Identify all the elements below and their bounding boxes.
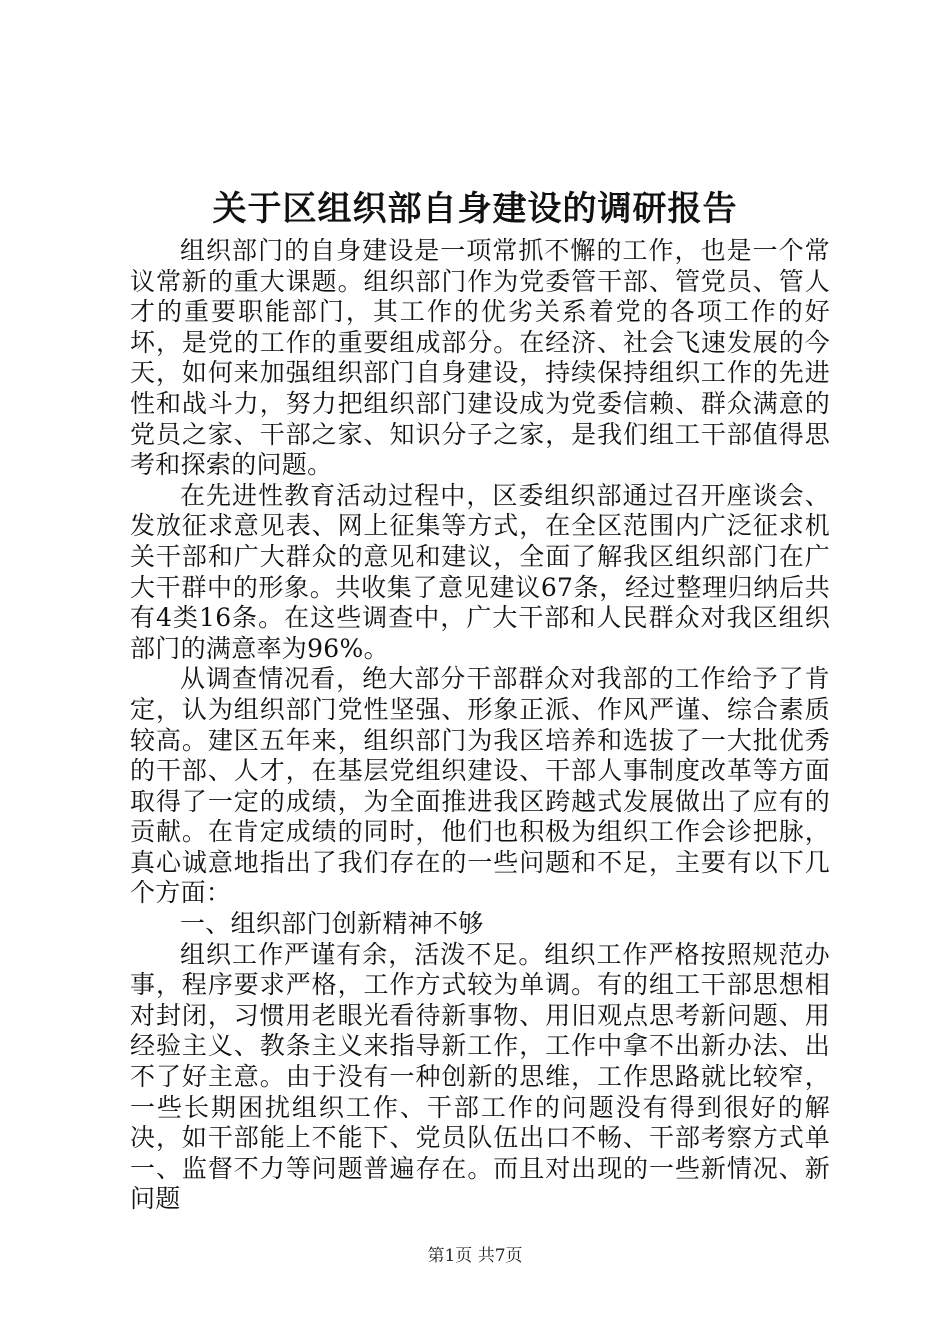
document-title: 关于区组织部自身建设的调研报告 [212,189,738,229]
paragraph-findings: 从调查情况看，绝大部分干部群众对我部的工作给予了肯定，认为组织部门党性坚强、形象正派、作风严谨、综合素质较高。建区五年来，组织部门为我区培养和选拔了一大批优秀的干部、人才，在基层党组织建设、干部人事制度改革等方面取得了一定的成绩，为全面推进我区跨越式发展做出了应有的贡献。在肯定成绩的同时，他们也积极为组织工作会诊把脉，真心诚意地指出了我们存在的一些问题和不足，主要有以下几个方面： [130,664,830,908]
document-body [130,236,830,1215]
paragraph-section-one: 组织工作严谨有余，活泼不足。组织工作严格按照规范办事，程序要求严格，工作方式较为单调。有的组工干部思想相对封闭，习惯用老眼光看待新事物、用旧观点思考新问题、用经验主义、教条主义来指导新工作，工作中拿不出新办法、出不了好主意。由于没有一种创新的思维，工作思路就比较窄，一些长期困扰组织工作、干部工作的问题没有得到很好的解决，如干部能上不能下、党员队伍出口不畅、干部考察方式单一、监督不力等问题普遍存在。而且对出现的一些新情况、新问题 [130,939,830,1214]
page-number-footer: 第1页 共7页 [427,1246,523,1266]
paragraph-survey: 在先进性教育活动过程中，区委组织部通过召开座谈会、发放征求意见表、网上征集等方式，在全区范围内广泛征求机关干部和广大群众的意见和建议，全面了解我区组织部门在广大干群中的形象。共收集了意见建议67条，经过整理归纳后共有4类16条。在这些调查中，广大干部和人民群众对我区组织部门的满意率为96%。 [130,480,830,663]
paragraph-intro: 组织部门的自身建设是一项常抓不懈的工作，也是一个常议常新的重大课题。组织部门作为党委管干部、管党员、管人才的重要职能部门，其工作的优劣关系着党的各项工作的好坏，是党的工作的重要组成部分。在经济、社会飞速发展的今天，如何来加强组织部门自身建设，持续保持组织工作的先进性和战斗力，努力把组织部门建设成为党委信赖、群众满意的党员之家、干部之家、知识分子之家，是我们组工干部值得思考和探索的问题。 [130,236,830,480]
section-heading: 一、组织部门创新精神不够 [180,909,484,939]
